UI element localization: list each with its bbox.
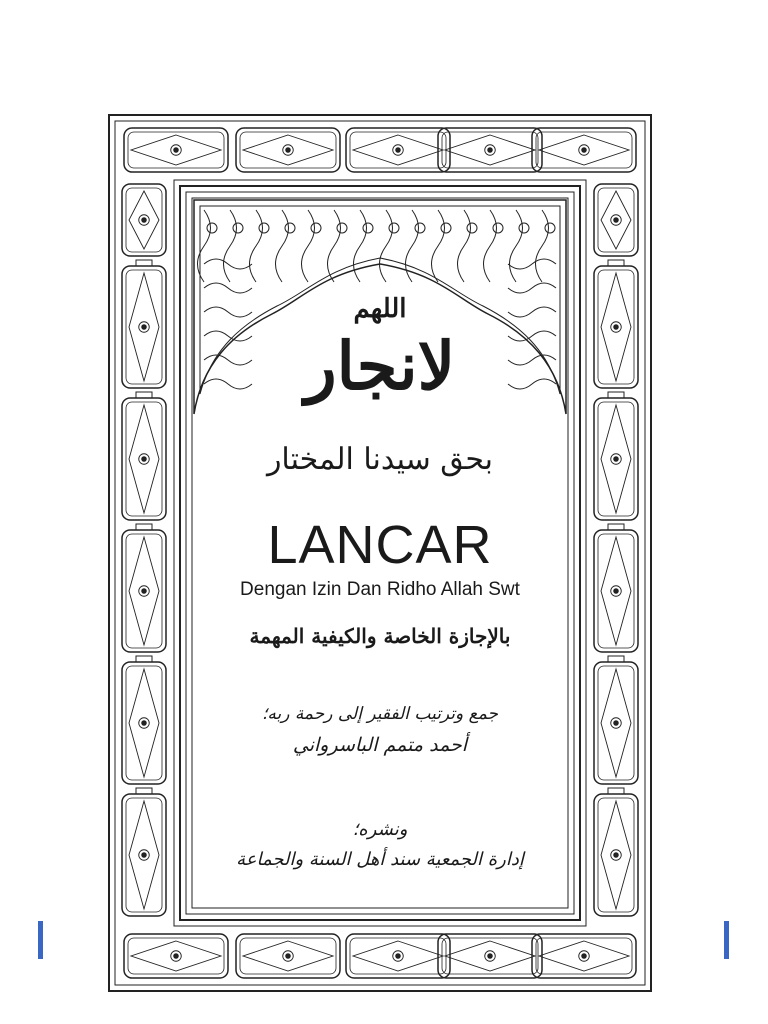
- latin-subtitle: Dengan Izin Dan Ridho Allah Swt: [240, 579, 520, 600]
- title-lanjar: لانجار: [304, 327, 456, 405]
- publisher-name: إدارة الجمعية سند أهل السنة والجماعة: [236, 849, 524, 870]
- cover-text-block: [218, 264, 542, 984]
- right-page-marker: [724, 921, 729, 959]
- title-allahumma: اللهم: [353, 294, 407, 324]
- latin-title: LANCAR: [267, 515, 493, 575]
- compiled-by-label: جمع وترتيب الفقير إلى رحمة ربه؛: [261, 704, 499, 724]
- ijazah-line: بالإجازة الخاصة والكيفية المهمة: [249, 624, 511, 648]
- title-bihaqqi: بحق سيدنا المختار: [266, 442, 494, 477]
- compiler-name: أحمد متمم الباسرواني: [292, 734, 468, 756]
- book-cover: [108, 114, 652, 992]
- left-page-marker: [38, 921, 43, 959]
- published-by-label: ونشره؛: [352, 819, 408, 840]
